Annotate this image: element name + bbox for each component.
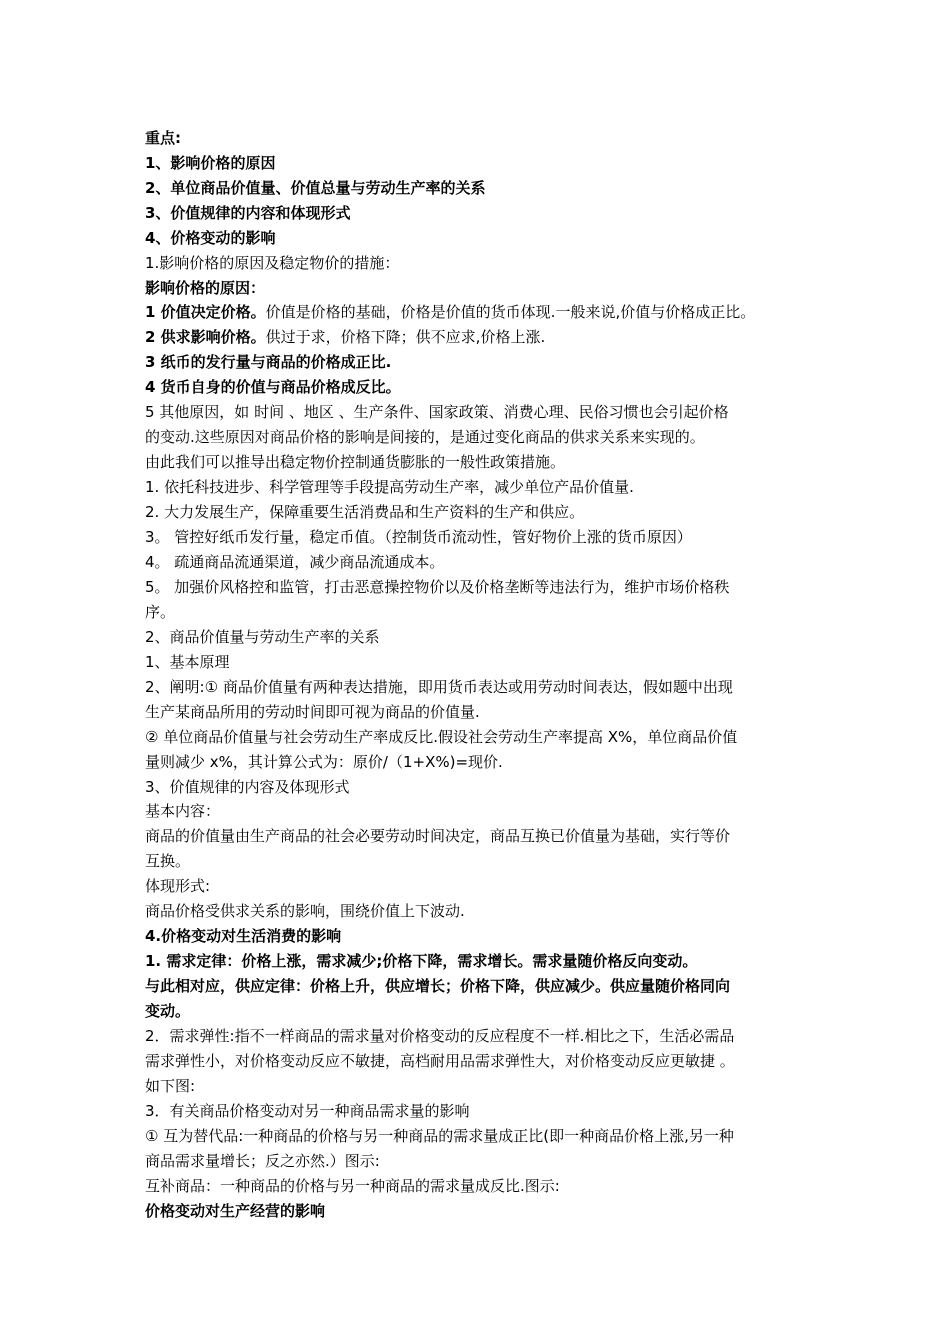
section-1-title: 1.影响价格的原因及稳定物价的措施： xyxy=(145,254,400,272)
explanation-1-line-1: 2、阐明:① 商品价值量有两种表达措施，即用货币表达或用劳动时间表达，假如题中出现 xyxy=(145,678,733,696)
subheading-price-causes: 影响价格的原因： xyxy=(145,279,266,297)
section-3-title: 3、价值规律的内容及体现形式 xyxy=(145,778,350,796)
measure-5-line-2: 序。 xyxy=(145,603,176,621)
cause-1 xyxy=(145,302,755,322)
form-label: 体现形式: xyxy=(145,877,211,895)
substitutes-line-1: ① 互为替代品:一种商品的价格与另一种商品的需求量成正比(即一种商品价格上涨,另一种 xyxy=(145,1127,734,1145)
substitutes-line-2: 商品需求量增长；反之亦然.）图示: xyxy=(145,1152,380,1170)
explanation-2-line-2: 量则减少 x%，其计算公式为：原价/（1+X%)=现价. xyxy=(145,753,503,771)
figure-note: 如下图: xyxy=(145,1077,196,1095)
elasticity-line-2: 需求弹性小，对价格变动反应不敏捷，高档耐用品需求弹性大，对价格变动反应更敏捷 。 xyxy=(145,1052,735,1070)
section-2-title: 2、商品价值量与劳动生产率的关系 xyxy=(145,628,380,646)
cause-5-line-2: 的变动.这些原因对商品价格的影响是间接的，是通过变化商品的供求关系来实现的。 xyxy=(145,428,705,446)
key-points-heading: 重点: xyxy=(145,129,181,147)
key-point-3: 3、价值规律的内容和体现形式 xyxy=(145,204,351,222)
measures-intro: 由此我们可以推导出稳定物价控制通货膨胀的一般性政策措施。 xyxy=(145,453,566,471)
demand-law: 1. 需求定律：价格上涨，需求减少;价格下降，需求增长。需求量随价格反向变动。 xyxy=(145,952,698,970)
basic-principle: 1、基本原理 xyxy=(145,653,230,671)
cause-4: 4 货币自身的价值与商品价格成反比。 xyxy=(145,378,401,396)
cause-2 xyxy=(145,327,545,347)
cause-1-text: 价值是价格的基础，价格是价值的货币体现.一般来说,价值与价格成正比。 xyxy=(265,303,756,321)
supply-law-line-1: 与此相对应，供应定律：价格上升，供应增长；价格下降，供应减少。供应量随价格同向 xyxy=(145,977,731,995)
measure-2: 2. 大力发展生产，保障重要生活消费品和生产资料的生产和供应。 xyxy=(145,503,585,521)
key-point-1: 1、影响价格的原因 xyxy=(145,154,276,172)
basic-content-line-1: 商品的价值量由生产商品的社会必要劳动时间决定，商品互换已价值量为基础，实行等价 xyxy=(145,827,731,845)
complements-line: 互补商品：一种商品的价格与另一种商品的需求量成反比.图示: xyxy=(145,1177,560,1195)
measure-1: 1. 依托科技进步、科学管理等手段提高劳动生产率，减少单位产品价值量. xyxy=(145,478,634,496)
basic-content-line-2: 互换。 xyxy=(145,852,191,870)
measure-5-line-1: 5。 加强价风格控和监管，打击恶意操控物价以及价格垄断等违法行为，维护市场价格秩 xyxy=(145,578,730,596)
cause-2-text: 供过于求，价格下降；供不应求,价格上涨. xyxy=(265,328,546,346)
explanation-2-line-1: ② 单位商品价值量与社会劳动生产率成反比.假设社会劳动生产率提高 X%，单位商品价值 xyxy=(145,728,738,746)
measure-4: 4。 疏通商品流通渠道，减少商品流通成本。 xyxy=(145,553,445,571)
section-4-title: 4.价格变动对生活消费的影响 xyxy=(145,927,342,945)
cause-1-lead: 1 价值决定价格。 xyxy=(145,303,266,321)
measure-3: 3。 管控好纸币发行量，稳定币值。（控制货币流动性，管好物价上涨的货币原因） xyxy=(145,528,692,546)
supply-law-line-2: 变动。 xyxy=(145,1002,191,1020)
key-point-2: 2、单位商品价值量、价值总量与劳动生产率的关系 xyxy=(145,179,486,197)
cause-3: 3 纸币的发行量与商品的价格成正比. xyxy=(145,353,392,371)
elasticity-line-1: 2．需求弹性:指不一样商品的需求量对价格变动的反应程度不一样.相比之下，生活必需品 xyxy=(145,1027,735,1045)
form-text: 商品价格受供求关系的影响，围绕价值上下波动. xyxy=(145,902,465,920)
basic-content-label: 基本内容： xyxy=(145,802,221,820)
production-effect-heading: 价格变动对生产经营的影响 xyxy=(145,1202,326,1220)
cause-2-lead: 2 供求影响价格。 xyxy=(145,328,266,346)
key-point-4: 4、价格变动的影响 xyxy=(145,229,276,247)
cross-effect-title: 3．有关商品价格变动对另一种商品需求量的影响 xyxy=(145,1102,470,1120)
cause-5-line-1: 5 其他原因，如 时间 、地区 、生产条件、国家政策、消费心理、民俗习惯也会引起价格 xyxy=(145,403,729,421)
explanation-1-line-2: 生产某商品所用的劳动时间即可视为商品的价值量. xyxy=(145,703,480,721)
